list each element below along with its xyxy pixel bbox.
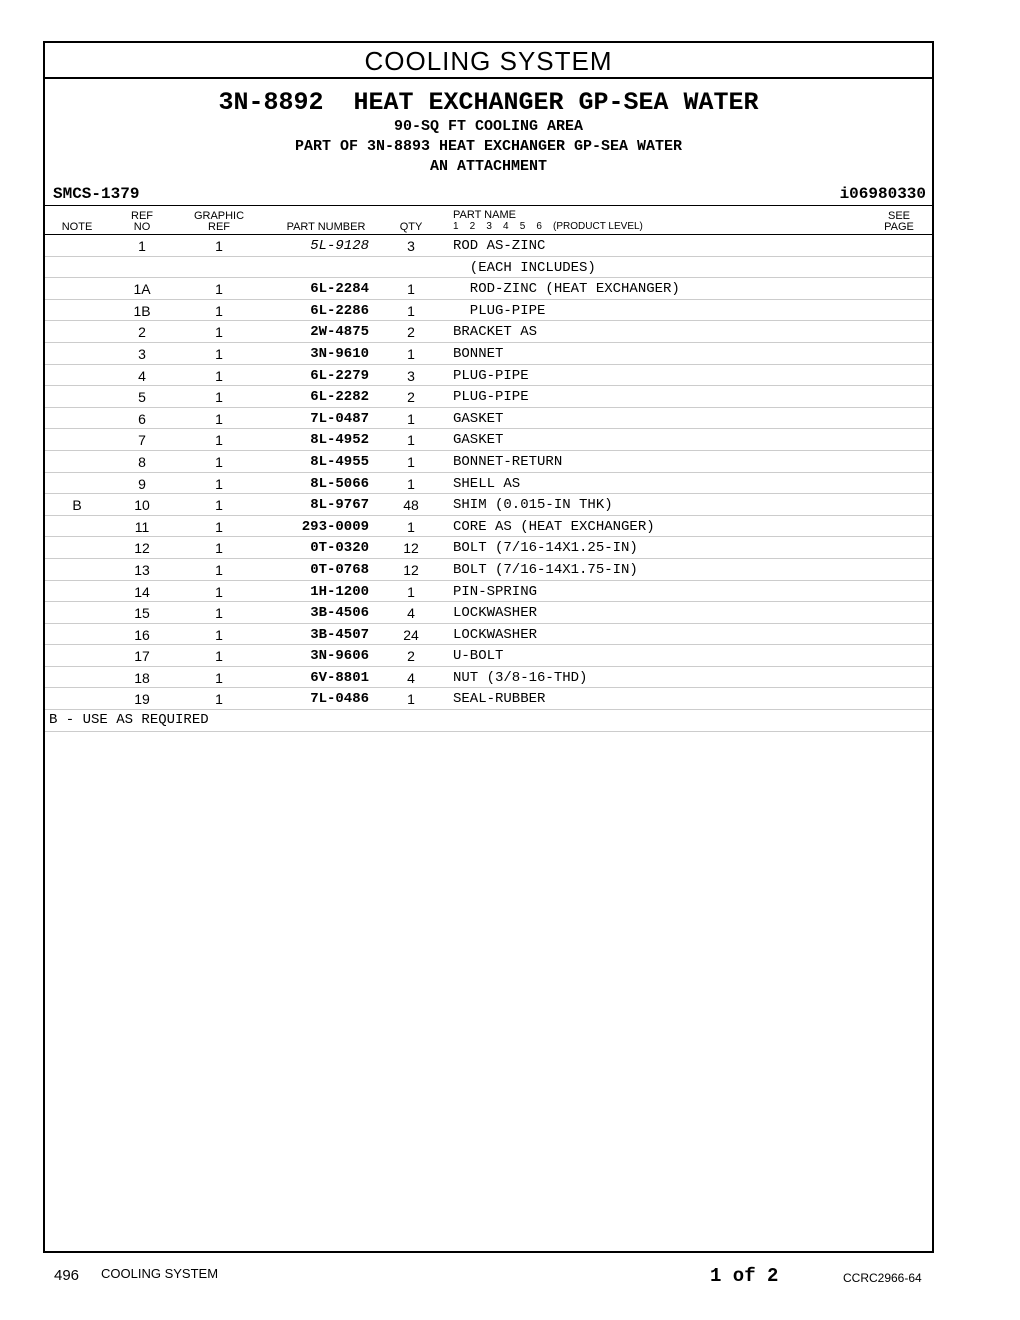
ref-number-cell: 9: [138, 475, 146, 492]
note-cell: B: [72, 497, 82, 514]
part-number-cell: 3N-9606: [310, 648, 369, 665]
part-name-cell: ROD-ZINC (HEAT EXCHANGER): [453, 281, 680, 298]
table-row: [45, 537, 932, 559]
smcs-code: SMCS-1379: [53, 185, 140, 203]
table-row: [45, 386, 932, 408]
col-qty: QTY: [399, 221, 423, 233]
part-name-cell: NUT (3/8-16-THD): [453, 669, 588, 686]
ref-number-cell: 14: [134, 583, 150, 600]
ref-number-cell: 5: [138, 389, 146, 406]
quantity-cell: 1: [407, 453, 415, 470]
part-name-cell: PLUG-PIPE: [453, 389, 529, 406]
ref-number-cell: 8: [138, 453, 146, 470]
quantity-cell: 1: [407, 518, 415, 535]
part-number-cell: 293-0009: [301, 518, 369, 535]
table-row: [45, 321, 932, 343]
ref-number-cell: 19: [134, 691, 150, 708]
quantity-cell: 1: [407, 691, 415, 708]
graphic-ref-cell: 1: [215, 518, 223, 535]
quantity-cell: 2: [407, 324, 415, 341]
group-header: [45, 77, 932, 177]
graphic-ref-cell: 1: [215, 497, 223, 514]
part-name-cell: (EACH INCLUDES): [453, 259, 596, 276]
table-row: [45, 429, 932, 451]
part-number-cell: 8L-9767: [310, 497, 369, 514]
table-row: [45, 581, 932, 603]
table-row: [45, 343, 932, 365]
part-number-cell: 6L-2279: [310, 367, 369, 384]
part-number-cell: 0T-0768: [310, 561, 369, 578]
table-row: [45, 667, 932, 689]
part-number-cell: 7L-0486: [310, 691, 369, 708]
table-row: [45, 688, 932, 710]
graphic-ref-cell: 1: [215, 410, 223, 427]
ref-number-cell: 1A: [133, 281, 151, 298]
graphic-ref-cell: 1: [215, 281, 223, 298]
quantity-cell: 2: [407, 389, 415, 406]
graphic-ref-cell: 1: [215, 367, 223, 384]
col-see-bottom: PAGE: [884, 221, 914, 233]
part-number-cell: 8L-4952: [310, 432, 369, 449]
table-row: [45, 278, 932, 300]
group-subtitle-3: AN ATTACHMENT: [429, 158, 548, 175]
part-number-cell: 2W-4875: [310, 324, 369, 341]
ref-number-cell: 6: [138, 410, 146, 427]
table-row: [45, 257, 932, 279]
graphic-ref-cell: 1: [215, 583, 223, 600]
table-row: [45, 235, 932, 257]
quantity-cell: 3: [407, 238, 415, 254]
table-row: [45, 451, 932, 473]
part-number-cell: 5L-9128: [310, 238, 369, 254]
section-title: COOLING SYSTEM: [45, 43, 932, 79]
part-number-cell: 8L-5066: [310, 475, 369, 492]
graphic-ref-cell: 1: [215, 345, 223, 362]
quantity-cell: 4: [407, 669, 415, 686]
part-name-cell: BONNET: [453, 345, 504, 362]
quantity-cell: 1: [407, 475, 415, 492]
part-number-cell: 1H-1200: [310, 583, 369, 600]
part-name-cell: PLUG-PIPE: [453, 367, 529, 384]
ref-number-cell: 7: [138, 432, 146, 449]
part-name-cell: PLUG-PIPE: [453, 302, 546, 319]
quantity-cell: 2: [407, 648, 415, 665]
part-name-cell: SEAL-RUBBER: [453, 691, 546, 708]
quantity-cell: 12: [403, 540, 419, 557]
col-product-levels: 1 2 3 4 5 6 (PRODUCT LEVEL): [453, 221, 643, 232]
col-graphic-top: GRAPHIC: [193, 210, 245, 222]
part-name-cell: BONNET-RETURN: [453, 453, 563, 470]
part-number-cell: 0T-0320: [310, 540, 369, 557]
ref-number-cell: 15: [134, 605, 150, 622]
table-row: [45, 559, 932, 581]
part-name-cell: PIN-SPRING: [453, 583, 538, 600]
col-part-name: PART NAME: [453, 209, 516, 221]
col-see-top: SEE: [887, 210, 910, 222]
graphic-ref-cell: 1: [215, 389, 223, 406]
part-number-cell: 3B-4506: [310, 605, 369, 622]
part-name-cell: GASKET: [453, 432, 504, 449]
illustration-id: i06980330: [839, 185, 926, 203]
col-part-number: PART NUMBER: [286, 221, 366, 233]
group-subtitle-1: 90-SQ FT COOLING AREA: [393, 118, 584, 135]
part-name-cell: U-BOLT: [453, 648, 504, 665]
ref-number-cell: 10: [134, 497, 150, 514]
graphic-ref-cell: 1: [215, 691, 223, 708]
part-number-cell: 6V-8801: [310, 669, 369, 686]
ref-number-cell: 13: [134, 561, 150, 578]
col-note: NOTE: [61, 221, 93, 233]
part-name-cell: LOCKWASHER: [453, 605, 538, 622]
ref-number-cell: 12: [134, 540, 150, 557]
part-name-cell: SHIM (0.015-IN THK): [453, 497, 613, 514]
ref-number-cell: 17: [134, 648, 150, 665]
quantity-cell: 3: [407, 367, 415, 384]
graphic-ref-cell: 1: [215, 626, 223, 643]
quantity-cell: 4: [407, 605, 415, 622]
part-name-cell: CORE AS (HEAT EXCHANGER): [453, 518, 655, 535]
part-number-cell: 3B-4507: [310, 626, 369, 643]
divider: [45, 205, 932, 206]
quantity-cell: 1: [407, 302, 415, 319]
footer-doc-code: CCRC2966-64: [843, 1271, 922, 1285]
part-name-cell: BOLT (7/16-14X1.25-IN): [453, 540, 638, 557]
table-row: [45, 408, 932, 430]
quantity-cell: 1: [407, 281, 415, 298]
group-subtitle-2: PART OF 3N-8893 HEAT EXCHANGER GP-SEA WATER: [294, 138, 683, 155]
table-row: [45, 516, 932, 538]
table-row: [45, 645, 932, 667]
group-title: 3N-8892 HEAT EXCHANGER GP-SEA WATER: [218, 88, 759, 117]
col-ref-top: REF: [131, 210, 153, 222]
graphic-ref-cell: 1: [215, 432, 223, 449]
table-row: [45, 300, 932, 322]
quantity-cell: 1: [407, 410, 415, 427]
quantity-cell: 1: [407, 345, 415, 362]
graphic-ref-cell: 1: [215, 453, 223, 470]
part-name-cell: BOLT (7/16-14X1.75-IN): [453, 561, 638, 578]
footer-page-of: 1 of 2: [710, 1265, 779, 1287]
part-name-cell: GASKET: [453, 410, 504, 427]
ref-number-cell: 1: [138, 238, 146, 254]
parts-list: [45, 235, 932, 732]
part-number-cell: 6L-2286: [310, 302, 369, 319]
graphic-ref-cell: 1: [215, 475, 223, 492]
ref-number-cell: 1B: [133, 302, 151, 319]
quantity-cell: 1: [407, 432, 415, 449]
table-row: [45, 473, 932, 495]
graphic-ref-cell: 1: [215, 540, 223, 557]
ref-number-cell: 4: [138, 367, 146, 384]
part-number-cell: 6L-2284: [310, 281, 369, 298]
ref-number-cell: 18: [134, 669, 150, 686]
table-row: [45, 624, 932, 646]
part-name-cell: BRACKET AS: [453, 324, 538, 341]
table-row: [45, 494, 932, 516]
col-graphic-bottom: REF: [208, 221, 230, 233]
graphic-ref-cell: 1: [215, 648, 223, 665]
part-number-cell: 7L-0487: [310, 410, 369, 427]
quantity-cell: 24: [403, 626, 419, 643]
table-row: [45, 365, 932, 387]
graphic-ref-cell: 1: [215, 302, 223, 319]
quantity-cell: 1: [407, 583, 415, 600]
graphic-ref-cell: 1: [215, 669, 223, 686]
ref-number-cell: 11: [134, 518, 150, 535]
part-name-cell: ROD AS-ZINC: [453, 238, 546, 254]
part-number-cell: 8L-4955: [310, 453, 369, 470]
footnote: B - USE AS REQUIRED: [45, 710, 932, 732]
table-row: [45, 602, 932, 624]
page-frame: [43, 41, 934, 1253]
quantity-cell: 12: [403, 561, 419, 578]
part-name-cell: LOCKWASHER: [453, 626, 538, 643]
part-number-cell: 3N-9610: [310, 345, 369, 362]
graphic-ref-cell: 1: [215, 605, 223, 622]
col-ref-bottom: NO: [133, 221, 151, 233]
ref-number-cell: 3: [138, 345, 146, 362]
footer-section: COOLING SYSTEM: [101, 1266, 219, 1281]
ref-number-cell: 16: [134, 626, 150, 643]
part-name-cell: SHELL AS: [453, 475, 521, 492]
part-number-cell: 6L-2282: [310, 389, 369, 406]
graphic-ref-cell: 1: [215, 561, 223, 578]
footer-page-number: 496: [54, 1267, 80, 1284]
ref-number-cell: 2: [138, 324, 146, 341]
graphic-ref-cell: 1: [215, 324, 223, 341]
graphic-ref-cell: 1: [215, 238, 223, 254]
quantity-cell: 48: [403, 497, 419, 514]
